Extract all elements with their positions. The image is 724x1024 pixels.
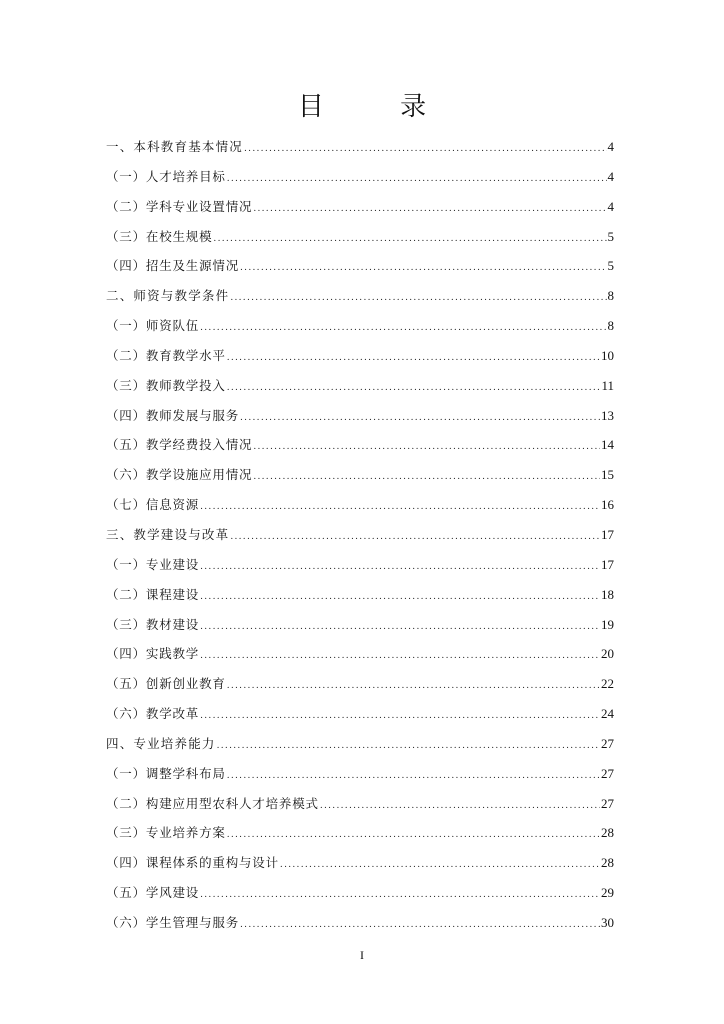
toc-entry-label: （五）创新创业教育: [106, 676, 226, 692]
toc-entry-label: （六）教学设施应用情况: [106, 467, 253, 483]
toc-entry-page-number: 10: [601, 347, 614, 363]
dot-leader: [200, 702, 600, 732]
dot-leader: [213, 225, 606, 255]
dot-leader: [200, 583, 600, 613]
toc-entry[interactable]: [106, 789, 614, 819]
toc-entry-label: （三）在校生规模: [106, 228, 213, 244]
dot-leader: [240, 911, 600, 941]
toc-entry[interactable]: [106, 341, 614, 371]
toc-entry-page-number: 14: [601, 437, 614, 453]
toc-entry[interactable]: [106, 729, 614, 759]
dot-leader: [253, 195, 606, 225]
toc-entry-page-number: 29: [601, 885, 614, 901]
toc-entry[interactable]: [106, 430, 614, 460]
toc-entry[interactable]: [106, 908, 614, 938]
dot-leader: [240, 404, 600, 434]
toc-entry-label: （六）学生管理与服务: [106, 914, 240, 930]
toc-entry-page-number: 4: [607, 139, 614, 154]
page-number-footer: I: [360, 948, 364, 962]
toc-entry-page-number: 11: [601, 377, 614, 393]
dot-leader: [200, 493, 600, 523]
toc-entry-page-number: 27: [601, 765, 614, 781]
toc-entry[interactable]: [106, 639, 614, 669]
toc-entry-label: （三）专业培养方案: [106, 825, 226, 841]
toc-entry-label: （六）教学改革: [106, 706, 200, 722]
toc-entry-page-number: 17: [601, 526, 614, 542]
dot-leader: [227, 821, 600, 851]
toc-entry-page-number: 28: [601, 825, 614, 841]
toc-entry-label: （四）招生及生源情况: [106, 258, 240, 274]
dot-leader: [200, 642, 600, 672]
toc-entry[interactable]: [106, 132, 614, 162]
dot-leader: [227, 344, 600, 374]
dot-leader: [200, 613, 600, 643]
toc-entry-label: （四）教师发展与服务: [106, 407, 240, 423]
toc-entry[interactable]: [106, 848, 614, 878]
toc-entry-label: 一、本科教育基本情况: [106, 139, 244, 154]
dot-leader: [200, 881, 600, 911]
dot-leader: [230, 523, 600, 553]
toc-title: 目 录: [297, 92, 461, 122]
toc-entry-page-number: 17: [601, 556, 614, 572]
toc-entry[interactable]: [106, 251, 614, 281]
toc-entry[interactable]: [106, 699, 614, 729]
toc-entry-label: （三）教材建设: [106, 616, 200, 632]
toc-entry-label: （一）人才培养目标: [106, 168, 226, 184]
toc-entry-page-number: 8: [607, 318, 614, 334]
toc-entry-page-number: 30: [601, 914, 614, 930]
toc-entry-page-number: 4: [607, 168, 614, 184]
toc-entry-page-number: 8: [607, 288, 614, 304]
toc-entry[interactable]: [106, 281, 614, 311]
toc-entry-page-number: 18: [601, 586, 614, 602]
toc-entry-label: （二）学科专业设置情况: [106, 198, 253, 214]
toc-entry-label: （一）专业建设: [106, 556, 200, 572]
toc-entry-page-number: 5: [607, 258, 614, 274]
toc-entry-label: 三、教学建设与改革: [106, 526, 230, 542]
toc-entry[interactable]: [106, 878, 614, 908]
toc-entry[interactable]: [106, 401, 614, 431]
toc-entry-page-number: 28: [601, 855, 614, 871]
toc-entry[interactable]: [106, 460, 614, 490]
dot-leader: [244, 135, 606, 165]
toc-entry-label: （一）师资队伍: [106, 318, 200, 334]
toc-entry-page-number: 4: [607, 198, 614, 214]
toc-entry-label: （一）调整学科布局: [106, 765, 226, 781]
toc-entry-label: （二）构建应用型农科人才培养模式: [106, 795, 319, 811]
toc-entry-page-number: 5: [607, 228, 614, 244]
toc-entry-page-number: 24: [601, 706, 614, 722]
dot-leader: [253, 433, 600, 463]
toc-entry-label: （四）实践教学: [106, 646, 200, 662]
toc-entry-page-number: 16: [601, 497, 614, 513]
dot-leader: [320, 792, 600, 822]
dot-leader: [280, 851, 600, 881]
toc-entry-label: （五）学风建设: [106, 885, 200, 901]
dot-leader: [200, 314, 606, 344]
toc-entry-label: 四、专业培养能力: [106, 735, 216, 751]
toc-entry-label: （五）教学经费投入情况: [106, 437, 253, 453]
toc-entry-page-number: 19: [601, 616, 614, 632]
toc-entry[interactable]: [106, 580, 614, 610]
toc-entry-page-number: 20: [601, 646, 614, 662]
toc-entry-label: （七）信息资源: [106, 497, 200, 513]
toc-entry[interactable]: [106, 610, 614, 640]
toc-entry[interactable]: [106, 818, 614, 848]
dot-leader: [240, 254, 606, 284]
dot-leader: [217, 732, 600, 762]
toc-entry[interactable]: [106, 192, 614, 222]
toc-entry[interactable]: [106, 222, 614, 252]
toc-entry-label: （三）教师教学投入: [106, 377, 226, 393]
toc-entry-page-number: 27: [601, 795, 614, 811]
dot-leader: [230, 284, 606, 314]
toc-entry[interactable]: [106, 162, 614, 192]
dot-leader: [253, 463, 600, 493]
dot-leader: [200, 553, 600, 583]
toc-entry[interactable]: [106, 759, 614, 789]
dot-leader: [227, 374, 601, 404]
toc-entry[interactable]: [106, 371, 614, 401]
dot-leader: [227, 165, 607, 195]
toc-entry-page-number: 27: [601, 735, 614, 751]
toc-entry[interactable]: [106, 490, 614, 520]
toc-entry-label: （四）课程体系的重构与设计: [106, 855, 279, 871]
toc-entry-label: （二）课程建设: [106, 586, 200, 602]
toc-entry-page-number: 22: [601, 676, 614, 692]
toc-entry-page-number: 15: [601, 467, 614, 483]
dot-leader: [227, 672, 600, 702]
toc-entry[interactable]: [106, 550, 614, 580]
toc-entry-label: 二、师资与教学条件: [106, 288, 230, 304]
toc-entry-page-number: 13: [601, 407, 614, 423]
toc-entry-label: （二）教育教学水平: [106, 347, 226, 363]
toc-entry[interactable]: [106, 311, 614, 341]
toc-entry[interactable]: [106, 669, 614, 699]
toc-list: [106, 132, 614, 938]
dot-leader: [227, 762, 600, 792]
toc-entry[interactable]: [106, 520, 614, 550]
